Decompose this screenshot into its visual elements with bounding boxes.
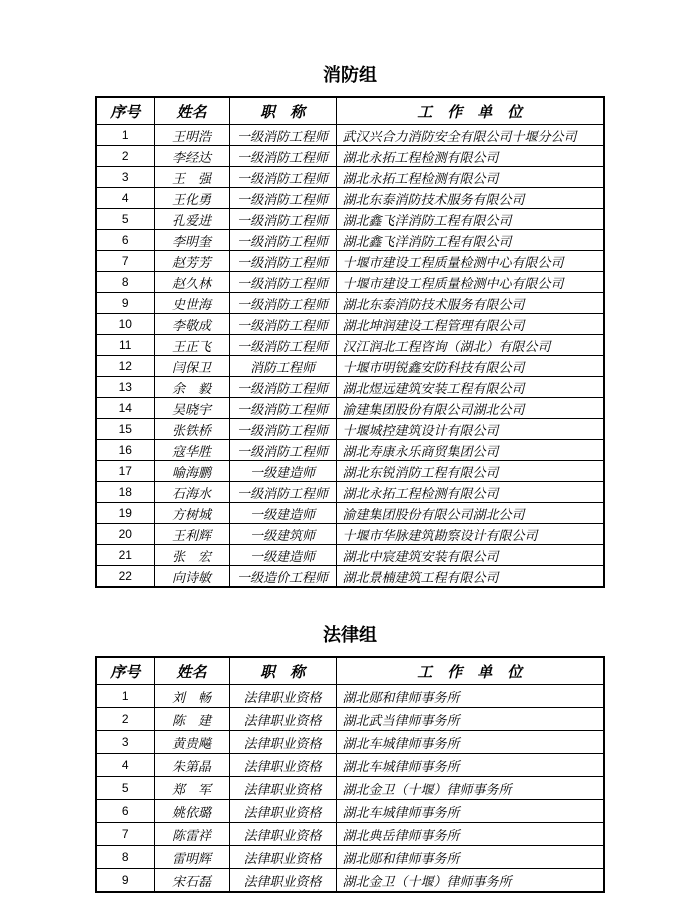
table-cell: 12 [96, 356, 154, 377]
table-cell: 渝建集团股份有限公司湖北公司 [336, 398, 604, 419]
header-cell-org: 工 作 单 位 [336, 97, 604, 125]
table-cell: 14 [96, 398, 154, 419]
table-cell: 1 [96, 125, 154, 146]
table-cell: 湖北东泰消防技术服务有限公司 [336, 188, 604, 209]
table-row [96, 869, 604, 893]
table-cell: 孔爱进 [154, 209, 229, 230]
table-row [96, 823, 604, 846]
table-cell: 湖北鑫飞洋消防工程有限公司 [336, 209, 604, 230]
table-cell: 湖北金卫（十堰）律师事务所 [336, 777, 604, 800]
table-cell: 11 [96, 335, 154, 356]
table-row [96, 230, 604, 251]
header-cell-no: 序号 [96, 657, 154, 685]
table-cell: 一级消防工程师 [229, 377, 336, 398]
table-cell: 10 [96, 314, 154, 335]
table-cell: 20 [96, 524, 154, 545]
table-row [96, 461, 604, 482]
table-row [96, 293, 604, 314]
table-cell: 喻海鹏 [154, 461, 229, 482]
table-row [96, 314, 604, 335]
table-cell: 王明浩 [154, 125, 229, 146]
table-cell: 湖北车城律师事务所 [336, 754, 604, 777]
table-row [96, 708, 604, 731]
table-cell: 姚依璐 [154, 800, 229, 823]
table-cell: 法律职业资格 [229, 800, 336, 823]
table-row [96, 125, 604, 146]
table-cell: 18 [96, 482, 154, 503]
table-cell: 1 [96, 685, 154, 708]
table-cell: 9 [96, 293, 154, 314]
table-cell: 武汉兴合力消防安全有限公司十堰分公司 [336, 125, 604, 146]
table-cell: 一级建筑师 [229, 524, 336, 545]
table-cell: 郑 军 [154, 777, 229, 800]
table-cell: 湖北东锐消防工程有限公司 [336, 461, 604, 482]
table-cell: 湖北永拓工程检测有限公司 [336, 167, 604, 188]
table-cell: 3 [96, 167, 154, 188]
table-cell: 湖北金卫（十堰）律师事务所 [336, 869, 604, 893]
table-row [96, 524, 604, 545]
table-row [96, 272, 604, 293]
table-row [96, 685, 604, 708]
table-cell: 十堰市建设工程质量检测中心有限公司 [336, 272, 604, 293]
table-cell: 一级消防工程师 [229, 440, 336, 461]
table-row [96, 398, 604, 419]
table-cell: 法律职业资格 [229, 777, 336, 800]
table-cell: 2 [96, 146, 154, 167]
table-cell: 3 [96, 731, 154, 754]
table-row [96, 545, 604, 566]
table-cell: 法律职业资格 [229, 685, 336, 708]
table-row [96, 167, 604, 188]
table-cell: 李明奎 [154, 230, 229, 251]
table-cell: 十堰市华脉建筑勘察设计有限公司 [336, 524, 604, 545]
table-body [96, 125, 604, 588]
table-cell: 湖北鑫飞洋消防工程有限公司 [336, 230, 604, 251]
table-cell: 5 [96, 209, 154, 230]
table-cell: 黄贵飚 [154, 731, 229, 754]
table-cell: 一级消防工程师 [229, 251, 336, 272]
fire-group-table [95, 96, 605, 588]
table-cell: 雷明辉 [154, 846, 229, 869]
table-row [96, 777, 604, 800]
table-cell: 张铁桥 [154, 419, 229, 440]
table-cell: 法律职业资格 [229, 869, 336, 893]
table-cell: 法律职业资格 [229, 823, 336, 846]
table-cell: 石海水 [154, 482, 229, 503]
table-cell: 一级消防工程师 [229, 482, 336, 503]
table-cell: 一级造价工程师 [229, 566, 336, 588]
table-cell: 湖北坤润建设工程管理有限公司 [336, 314, 604, 335]
table-cell: 湖北永拓工程检测有限公司 [336, 146, 604, 167]
table-cell: 湖北车城律师事务所 [336, 731, 604, 754]
table-cell: 一级消防工程师 [229, 209, 336, 230]
table-row [96, 377, 604, 398]
table-cell: 陈雷祥 [154, 823, 229, 846]
table-cell: 一级消防工程师 [229, 167, 336, 188]
table-row [96, 503, 604, 524]
table-cell: 十堰城控建筑设计有限公司 [336, 419, 604, 440]
table-row [96, 209, 604, 230]
table-cell: 一级消防工程师 [229, 419, 336, 440]
table-cell: 13 [96, 377, 154, 398]
table-cell: 7 [96, 823, 154, 846]
table-cell: 十堰市明锐鑫安防科技有限公司 [336, 356, 604, 377]
table-cell: 李敬成 [154, 314, 229, 335]
header-row [96, 657, 604, 685]
table-cell: 法律职业资格 [229, 708, 336, 731]
table-cell: 9 [96, 869, 154, 893]
table-cell: 湖北武当律师事务所 [336, 708, 604, 731]
table-cell: 李经达 [154, 146, 229, 167]
table-cell: 王化勇 [154, 188, 229, 209]
table-cell: 19 [96, 503, 154, 524]
table-cell: 闫保卫 [154, 356, 229, 377]
table-cell: 王 强 [154, 167, 229, 188]
table-cell: 16 [96, 440, 154, 461]
header-cell-title: 职 称 [229, 97, 336, 125]
table-cell: 15 [96, 419, 154, 440]
table-cell: 一级消防工程师 [229, 398, 336, 419]
table-cell: 法律职业资格 [229, 754, 336, 777]
table-row [96, 566, 604, 588]
table-cell: 王正飞 [154, 335, 229, 356]
table-cell: 汉江润北工程咨询（湖北）有限公司 [336, 335, 604, 356]
table-cell: 湖北东泰消防技术服务有限公司 [336, 293, 604, 314]
table-row [96, 440, 604, 461]
section-title-fire: 消防组 [323, 65, 377, 85]
table-cell: 一级消防工程师 [229, 293, 336, 314]
table-cell: 余 毅 [154, 377, 229, 398]
table-cell: 方树城 [154, 503, 229, 524]
table-cell: 陈 建 [154, 708, 229, 731]
table-cell: 一级消防工程师 [229, 335, 336, 356]
table-row [96, 335, 604, 356]
table-cell: 湖北寿康永乐商贸集团公司 [336, 440, 604, 461]
table-cell: 一级建造师 [229, 461, 336, 482]
table-cell: 法律职业资格 [229, 731, 336, 754]
table-cell: 向诗敏 [154, 566, 229, 588]
table-cell: 4 [96, 754, 154, 777]
table-cell: 6 [96, 800, 154, 823]
table-cell: 湖北车城律师事务所 [336, 800, 604, 823]
table-cell: 17 [96, 461, 154, 482]
table-header [96, 97, 604, 125]
table-header [96, 657, 604, 685]
table-cell: 赵芳芳 [154, 251, 229, 272]
table-row [96, 800, 604, 823]
table-cell: 湖北景楠建筑工程有限公司 [336, 566, 604, 588]
table-cell: 湖北郧和律师事务所 [336, 846, 604, 869]
table-cell: 湖北永拓工程检测有限公司 [336, 482, 604, 503]
table-cell: 一级建造师 [229, 503, 336, 524]
table-cell: 法律职业资格 [229, 846, 336, 869]
table-cell: 史世海 [154, 293, 229, 314]
table-cell: 一级建造师 [229, 545, 336, 566]
table-row [96, 356, 604, 377]
header-cell-title: 职 称 [229, 657, 336, 685]
table-row [96, 251, 604, 272]
table-row [96, 754, 604, 777]
table-cell: 一级消防工程师 [229, 188, 336, 209]
table-cell: 一级消防工程师 [229, 272, 336, 293]
header-cell-name: 姓名 [154, 97, 229, 125]
header-cell-name: 姓名 [154, 657, 229, 685]
table-cell: 一级消防工程师 [229, 314, 336, 335]
table-cell: 湖北郧和律师事务所 [336, 685, 604, 708]
table-row [96, 419, 604, 440]
header-cell-org: 工 作 单 位 [336, 657, 604, 685]
table-row [96, 188, 604, 209]
table-cell: 2 [96, 708, 154, 731]
table-row [96, 731, 604, 754]
table-cell: 7 [96, 251, 154, 272]
section-title-law: 法律组 [323, 625, 377, 645]
table-cell: 吴晓宇 [154, 398, 229, 419]
table-cell: 21 [96, 545, 154, 566]
table-cell: 湖北典岳律师事务所 [336, 823, 604, 846]
table-cell: 渝建集团股份有限公司湖北公司 [336, 503, 604, 524]
table-cell: 22 [96, 566, 154, 588]
table-row [96, 146, 604, 167]
table-row [96, 482, 604, 503]
table-cell: 宋石磊 [154, 869, 229, 893]
table-cell: 朱第晶 [154, 754, 229, 777]
table-cell: 4 [96, 188, 154, 209]
table-cell: 6 [96, 230, 154, 251]
table-cell: 湖北中宸建筑安装有限公司 [336, 545, 604, 566]
table-cell: 湖北煜远建筑安装工程有限公司 [336, 377, 604, 398]
table-cell: 一级消防工程师 [229, 146, 336, 167]
header-cell-no: 序号 [96, 97, 154, 125]
table-cell: 张 宏 [154, 545, 229, 566]
table-cell: 8 [96, 272, 154, 293]
table-cell: 十堰市建设工程质量检测中心有限公司 [336, 251, 604, 272]
table-cell: 消防工程师 [229, 356, 336, 377]
law-group-table [95, 656, 605, 893]
table-cell: 一级消防工程师 [229, 230, 336, 251]
table-row [96, 846, 604, 869]
table-cell: 赵久林 [154, 272, 229, 293]
table-cell: 刘 畅 [154, 685, 229, 708]
table-cell: 8 [96, 846, 154, 869]
table-cell: 5 [96, 777, 154, 800]
table-body [96, 685, 604, 893]
header-row [96, 97, 604, 125]
table-cell: 王利辉 [154, 524, 229, 545]
table-cell: 一级消防工程师 [229, 125, 336, 146]
table-cell: 寇华胜 [154, 440, 229, 461]
